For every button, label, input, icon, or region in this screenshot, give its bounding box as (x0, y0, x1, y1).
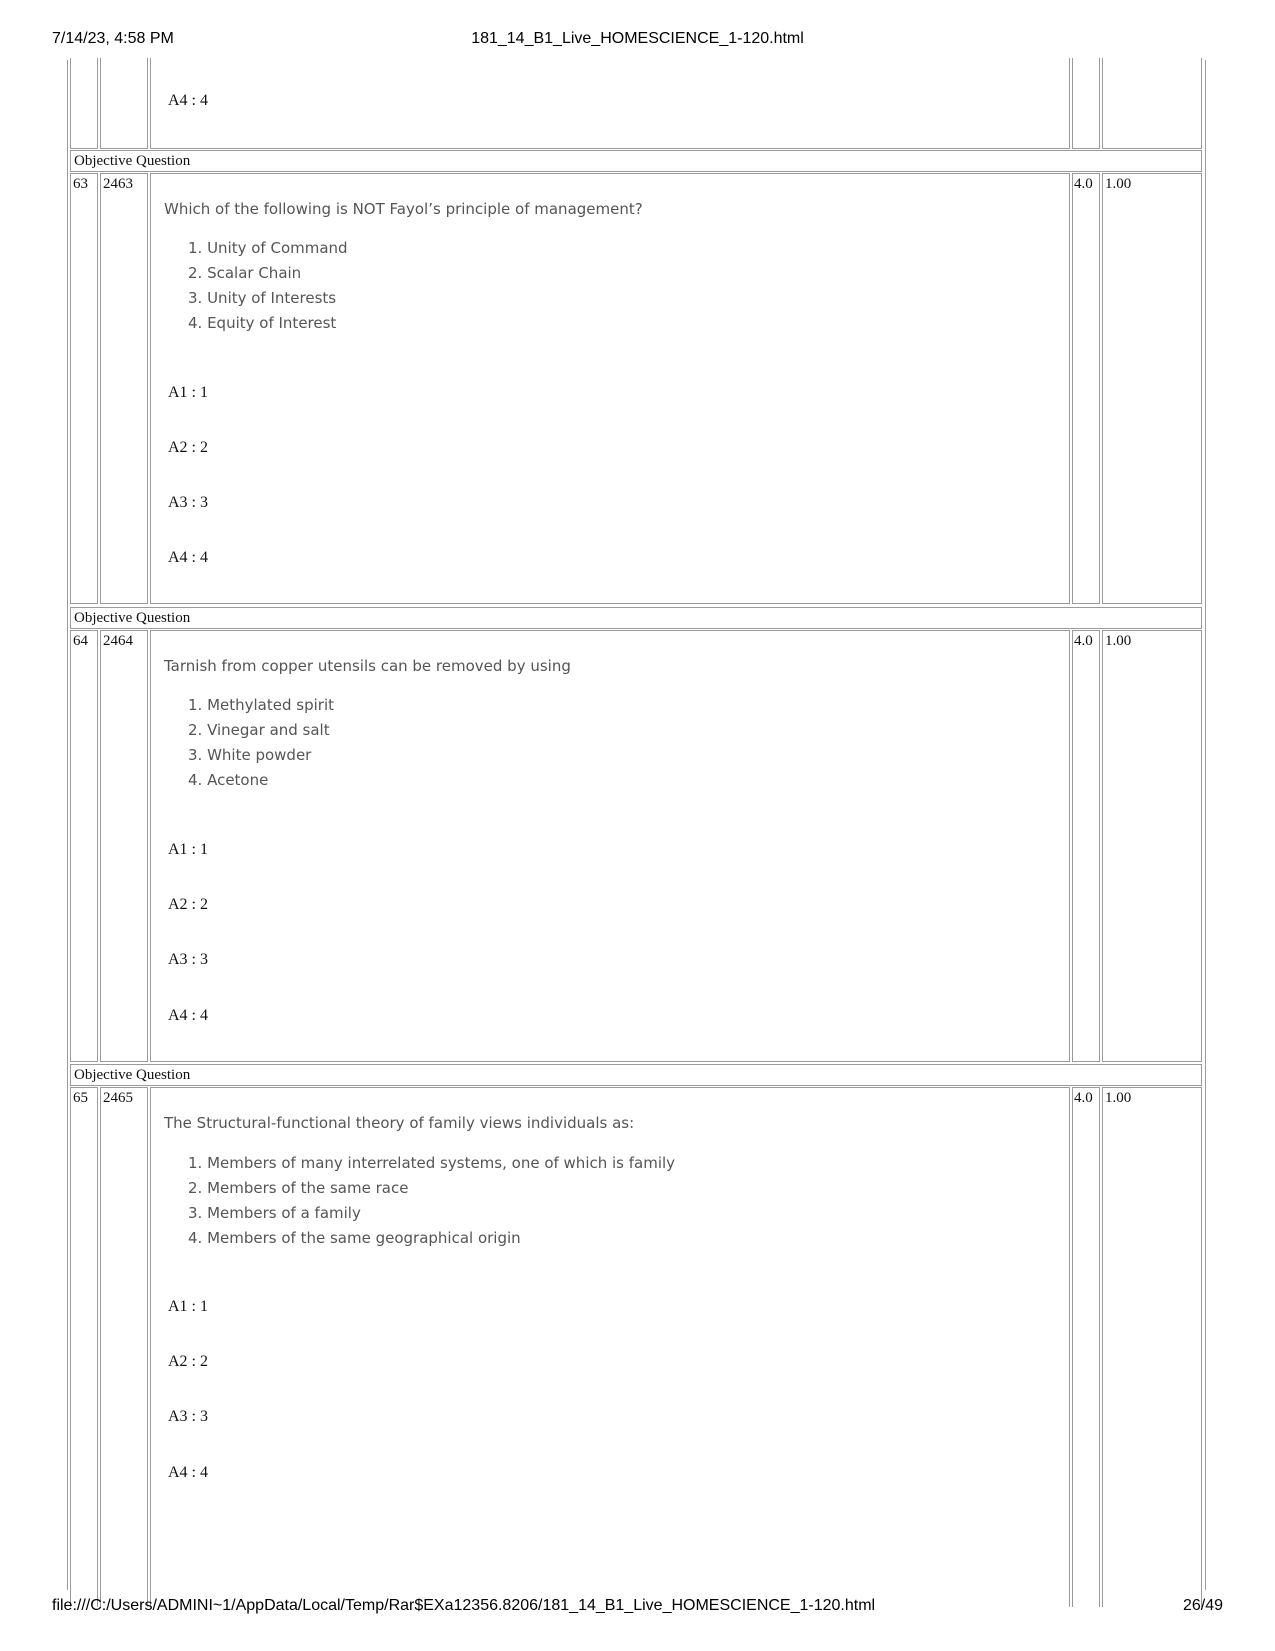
marks-value: 4.0 (1074, 176, 1093, 192)
question-id: 2463 (103, 176, 133, 192)
negative-marks-cell (1102, 630, 1202, 1062)
answer-option: A3 : 3 (168, 951, 208, 968)
question-type-label: Objective Question (70, 150, 1202, 172)
print-header (0, 30, 1275, 50)
answer-option: A3 : 3 (168, 494, 208, 511)
question-text: Tarnish from copper utensils can be removed by using (164, 657, 571, 675)
option-item: 2. Members of the same race (188, 1179, 409, 1197)
marks-value: 4.0 (1074, 633, 1093, 649)
question-id-cell (100, 1087, 148, 1607)
answer-option: A4 : 4 (168, 1464, 208, 1481)
option-list (164, 236, 348, 336)
question-text: Which of the following is NOT Fayol’s principle of management? (164, 200, 643, 218)
option-item: 3. Members of a family (188, 1204, 361, 1222)
fragment-question-cell (150, 58, 1070, 149)
question-number-cell (70, 630, 98, 1062)
question-id-cell (100, 173, 148, 604)
answer-option: A4 : 4 (168, 92, 208, 109)
option-item: 4. Equity of Interest (188, 314, 337, 332)
negative-marks-cell (1102, 173, 1202, 604)
option-item: 1. Unity of Command (188, 239, 348, 257)
option-list (164, 1151, 675, 1251)
file-path: file:///C:/Users/ADMINI~1/AppData/Local/Temp/Rar$EXa12356.8206/181_14_B1_Live_HOMESCIENCE_1-120.html (52, 1597, 876, 1614)
answer-option: A4 : 4 (168, 1007, 208, 1024)
option-item: 1. Members of many interrelated systems, one of which is family (188, 1154, 676, 1172)
negative-marks-value: 1.00 (1105, 176, 1132, 192)
answer-option: A1 : 1 (168, 841, 208, 858)
fragment-marks-cell (1072, 58, 1100, 149)
question-id: 2465 (103, 1090, 133, 1106)
option-item: 4. Members of the same geographical origin (188, 1229, 521, 1247)
negative-marks-cell (1102, 1087, 1202, 1607)
option-item: 2. Vinegar and salt (188, 721, 330, 739)
question-type-label: Objective Question (70, 1064, 1202, 1086)
negative-marks-value: 1.00 (1105, 633, 1132, 649)
fragment-num-cell (70, 58, 98, 149)
question-number-cell (70, 173, 98, 604)
question-type-label: Objective Question (70, 607, 1202, 629)
table-border-right (1205, 60, 1206, 1590)
negative-marks-value: 1.00 (1105, 1090, 1132, 1106)
marks-value: 4.0 (1074, 1090, 1093, 1106)
answer-option: A4 : 4 (168, 549, 208, 566)
page-number: 26/49 (1182, 1597, 1223, 1614)
fragment-negative-cell (1102, 58, 1202, 149)
option-item: 1. Methylated spirit (188, 696, 334, 714)
marks-cell (1072, 173, 1100, 604)
answer-option: A1 : 1 (168, 384, 208, 401)
answer-option: A1 : 1 (168, 1298, 208, 1315)
print-footer (0, 1597, 1275, 1617)
fragment-id-cell (100, 58, 148, 149)
question-number-cell (70, 1087, 98, 1607)
answer-option: A2 : 2 (168, 896, 208, 913)
option-item: 3. Unity of Interests (188, 289, 337, 307)
answer-option: A2 : 2 (168, 1353, 208, 1370)
question-number: 63 (73, 176, 88, 192)
table-border-left (67, 60, 68, 1590)
option-item: 4. Acetone (188, 771, 269, 789)
question-number: 64 (73, 633, 88, 649)
option-item: 3. White powder (188, 746, 312, 764)
print-datetime: 7/14/23, 4:58 PM (52, 30, 174, 47)
marks-cell (1072, 630, 1100, 1062)
answer-option: A2 : 2 (168, 439, 208, 456)
option-list (164, 693, 334, 793)
print-title: 181_14_B1_Live_HOMESCIENCE_1-120.html (471, 30, 804, 47)
question-text: The Structural-functional theory of family views individuals as: (164, 1114, 635, 1132)
question-id-cell (100, 630, 148, 1062)
marks-cell (1072, 1087, 1100, 1607)
question-id: 2464 (103, 633, 133, 649)
question-number: 65 (73, 1090, 88, 1106)
option-item: 2. Scalar Chain (188, 264, 302, 282)
answer-option: A3 : 3 (168, 1408, 208, 1425)
